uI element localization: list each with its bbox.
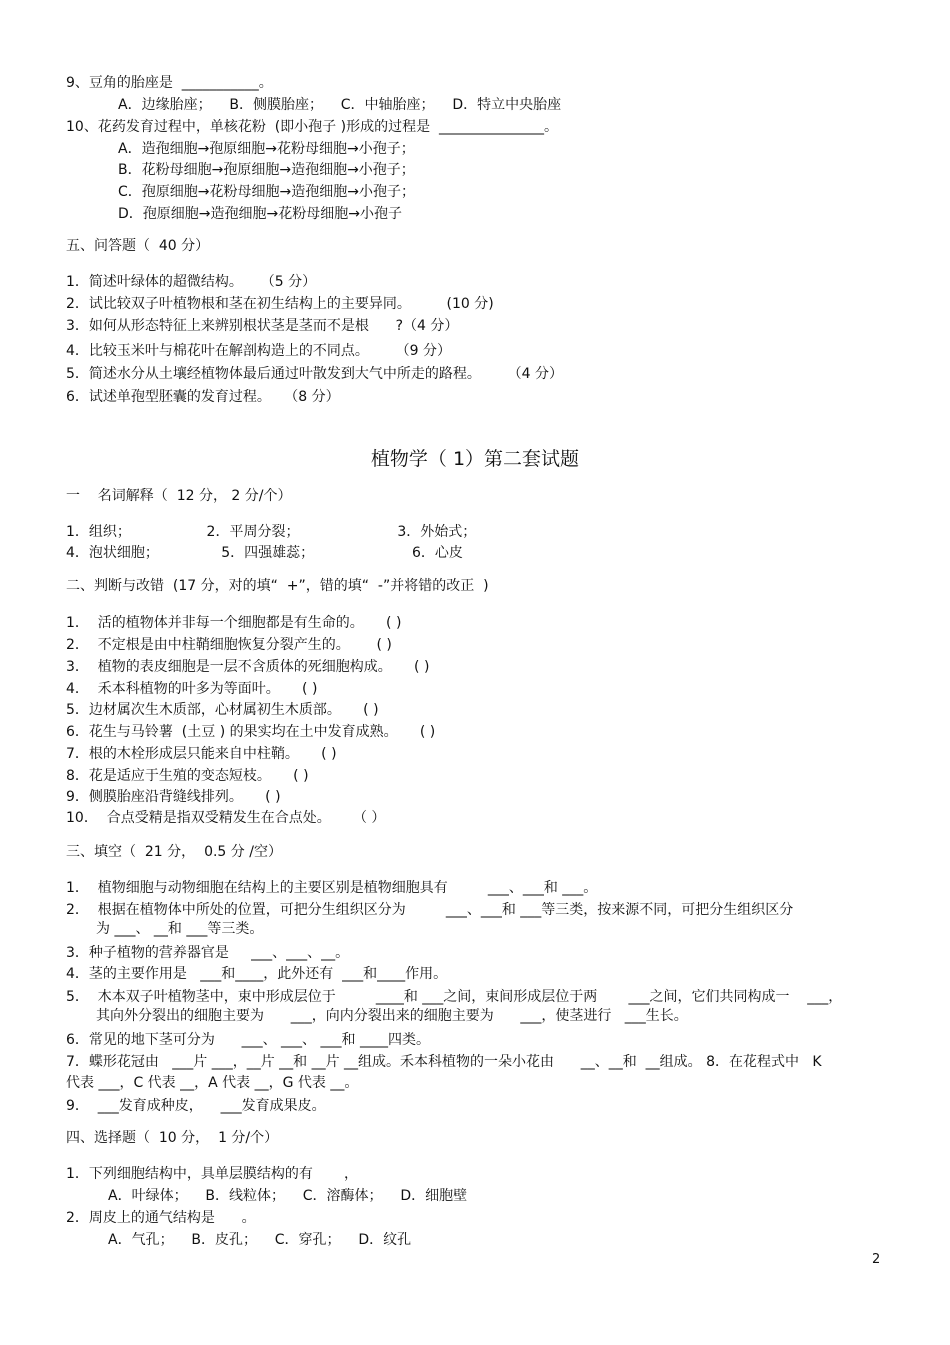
fill-item-continued: 为 ___、 __和 ___等三类。 — [96, 921, 264, 937]
section-heading-1: 一 名词解释（ 12 分， 2 分/个） — [66, 488, 292, 504]
judgment-item: 8．花是适应于生殖的变态短枝。 ( ) — [66, 768, 309, 784]
judgment-item: 9．侧膜胎座沿背缝线排列。 ( ) — [66, 789, 281, 805]
fill-item: 1． 植物细胞与动物细胞在结构上的主要区别是植物细胞具有 ___、___和 ___。 — [66, 880, 598, 896]
fill-item: 4．茎的主要作用是 ___和____，此外还有 ___和____作用。 — [66, 966, 448, 982]
fill-item: 3．种子植物的营养器官是 ___、___、__。 — [66, 945, 350, 961]
section-heading-4: 四、选择题（ 10 分， 1 分/个） — [66, 1130, 279, 1146]
judgment-item: 10． 合点受精是指双受精发生在合点处。 （ ） — [66, 810, 386, 826]
choice-options: A．气孔； B．皮孔； C．穿孔； D．纹孔 — [108, 1232, 412, 1248]
choice-options: A．叶绿体； B．线粒体； C．溶酶体； D．细胞壁 — [108, 1188, 468, 1204]
judgment-item: 5．边材属次生木质部，心材属初生木质部。 ( ) — [66, 702, 379, 718]
essay-question: 3．如何从形态特征上来辨别根状茎是茎而不是根 ?（4 分） — [66, 318, 459, 334]
question-10-option-c: C．孢原细胞→花粉母细胞→造孢细胞→小孢子； — [118, 184, 415, 200]
fill-item-continued: 其向外分裂出的细胞主要为 ___，向内分裂出来的细胞主要为 ___，使茎进行 ___生长。 — [96, 1008, 688, 1024]
section-heading-2: 二、判断与改错 (17 分，对的填“ +”，错的填“ -”并将错的改正 ) — [66, 578, 489, 594]
choice-question: 1．下列细胞结构中，具单层膜结构的有 ， — [66, 1166, 359, 1182]
essay-question: 5．简述水分从土壤经植物体最后通过叶散发到大气中所走的路程。 （4 分） — [66, 366, 563, 382]
choice-question: 2．周皮上的通气结构是 。 — [66, 1210, 256, 1226]
essay-question: 6．试述单孢型胚囊的发育过程。 （8 分） — [66, 389, 340, 405]
question-9: 9、豆角的胎座是 ___________。 — [66, 75, 273, 91]
question-10-option-b: B．花粉母细胞→孢原细胞→造孢细胞→小孢子； — [118, 162, 415, 178]
term-row: 4．泡状细胞； 5．四强雄蕊； 6．心皮 — [66, 545, 463, 561]
term-row: 1．组织； 2．平周分裂； 3．外始式； — [66, 524, 477, 540]
judgment-item: 6．花生与马铃薯 (土豆 ) 的果实均在土中发育成熟。 ( ) — [66, 724, 436, 740]
judgment-item: 4． 禾本科植物的叶多为等面叶。 ( ) — [66, 681, 318, 697]
question-10-option-a: A．造孢细胞→孢原细胞→花粉母细胞→小孢子； — [118, 141, 415, 157]
fill-item-continued: 代表 ___，C 代表 __，A 代表 __，G 代表 __。 — [66, 1075, 359, 1091]
question-9-options: A．边缘胎座； B．侧膜胎座； C．中轴胎座； D．特立中央胎座 — [118, 97, 562, 113]
essay-question: 1．简述叶绿体的超微结构。 （5 分） — [66, 274, 317, 290]
judgment-item: 1． 活的植物体并非每一个细胞都是有生命的。 ( ) — [66, 615, 402, 631]
question-10-option-d: D．孢原细胞→造孢细胞→花粉母细胞→小孢子 — [118, 206, 402, 222]
section-heading-5: 五、问答题（ 40 分） — [66, 238, 210, 254]
essay-question: 2．试比较双子叶植物根和茎在初生结构上的主要异同。 (10 分) — [66, 296, 494, 312]
judgment-item: 7．根的木栓形成层只能来自中柱鞘。 ( ) — [66, 746, 337, 762]
fill-item: 6．常见的地下茎可分为 ___、 ___、 ___和 ____四类。 — [66, 1032, 430, 1048]
fill-item: 2． 根据在植物体中所处的位置，可把分生组织区分为 ___、___和 ___等三类，按来源不同，可把分生组织区分 — [66, 902, 794, 918]
judgment-item: 3． 植物的表皮细胞是一层不含质体的死细胞构成。 ( ) — [66, 659, 430, 675]
page-number: 2 — [872, 1252, 881, 1267]
fill-item: 7．蝶形花冠由 ___片 ___，__片 __和 __片 __组成。禾本科植物的一朵小花由 __、__和 __组成。 8．在花程式中 K — [66, 1054, 822, 1070]
fill-item: 9． ___发育成种皮， ___发育成果皮。 — [66, 1098, 326, 1114]
fill-item: 5． 木本双子叶植物茎中，束中形成层位于 ____和 ___之间，束间形成层位于两 ___之间，它们共同构成一 ___， — [66, 989, 843, 1005]
judgment-item: 2． 不定根是由中柱鞘细胞恢复分裂产生的。 ( ) — [66, 637, 392, 653]
section-heading-3: 三、填空（ 21 分， 0.5 分 /空） — [66, 844, 282, 860]
exam-title: 植物学（ 1）第二套试题 — [370, 448, 580, 470]
question-10: 10、花药发育过程中，单核花粉 (即小孢子 )形成的过程是 _______________。 — [66, 119, 558, 135]
essay-question: 4．比较玉米叶与棉花叶在解剖构造上的不同点。 （9 分） — [66, 343, 451, 359]
